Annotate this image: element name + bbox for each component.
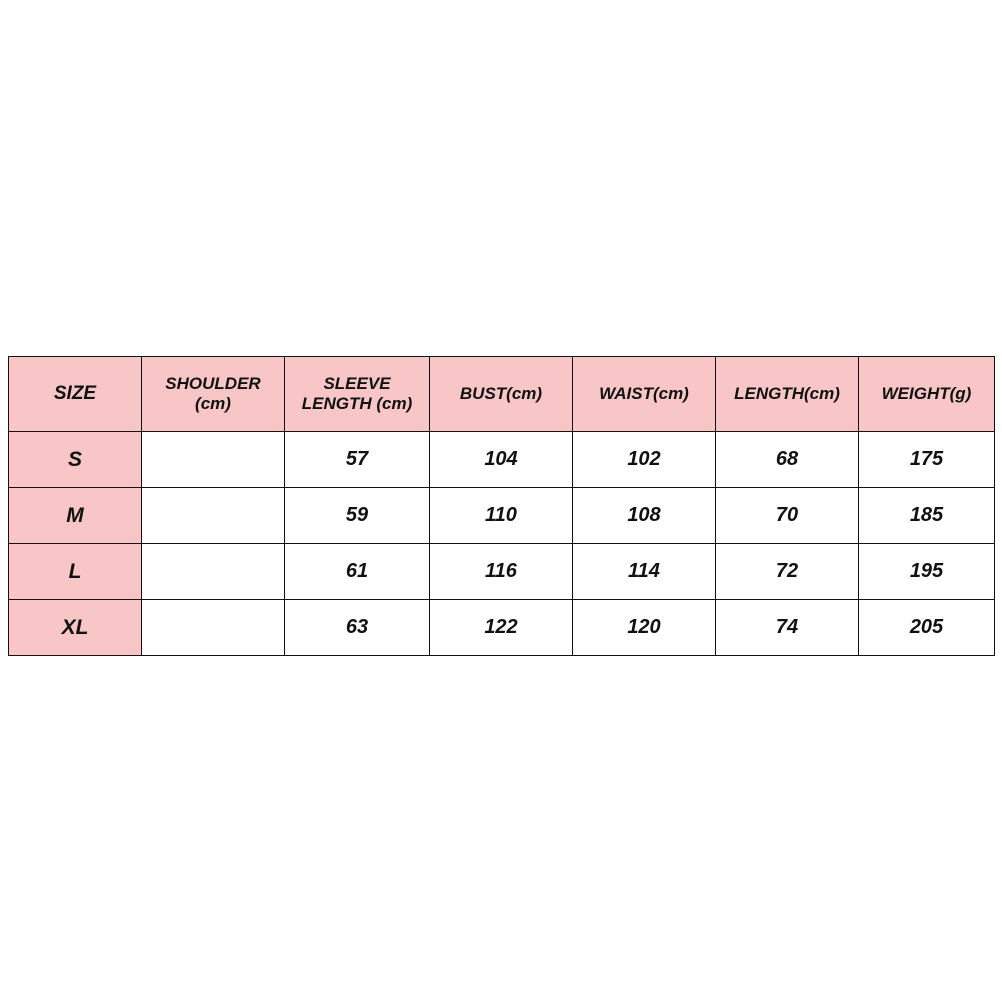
column-header-sleeve-line1: SLEEVE [323,374,391,394]
column-header-weight [859,357,995,432]
table-header [9,357,995,432]
cell-sleeve-length: 57 [285,432,430,488]
column-header-shoulder [142,357,285,432]
cell-bust: 104 [430,432,573,488]
column-header-length [716,357,859,432]
column-header-waist-line1: WAIST(cm) [599,384,689,404]
column-header-shoulder-line2: (cm) [195,394,231,413]
column-header-size-line1: SIZE [53,383,97,405]
table-row [9,432,995,488]
table-body [9,432,995,656]
column-header-weight-line1: WEIGHT(g) [881,384,972,404]
cell-size: XL [9,600,142,656]
column-header-sleeve-line2: LENGTH (cm) [301,394,413,413]
cell-length: 74 [716,600,859,656]
cell-bust: 110 [430,488,573,544]
cell-waist: 102 [573,432,716,488]
cell-length: 68 [716,432,859,488]
table-row [9,600,995,656]
cell-waist: 120 [573,600,716,656]
cell-length: 70 [716,488,859,544]
cell-waist: 108 [573,488,716,544]
column-header-bust-line1: BUST(cm) [459,384,543,404]
column-header-size [9,357,142,432]
table-row [9,488,995,544]
cell-shoulder [142,600,285,656]
cell-shoulder [142,488,285,544]
size-table-container [8,356,994,656]
cell-sleeve-length: 59 [285,488,430,544]
cell-shoulder [142,544,285,600]
cell-weight: 175 [859,432,995,488]
cell-bust: 122 [430,600,573,656]
header-row [9,357,995,432]
cell-size: M [9,488,142,544]
cell-waist: 114 [573,544,716,600]
cell-length: 72 [716,544,859,600]
column-header-bust [430,357,573,432]
cell-weight: 205 [859,600,995,656]
size-chart-table [8,356,995,656]
column-header-waist [573,357,716,432]
cell-size: L [9,544,142,600]
column-header-length-line1: LENGTH(cm) [734,384,840,404]
table-row [9,544,995,600]
cell-sleeve-length: 61 [285,544,430,600]
cell-size: S [9,432,142,488]
cell-bust: 116 [430,544,573,600]
cell-shoulder [142,432,285,488]
cell-sleeve-length: 63 [285,600,430,656]
column-header-sleeve-length [285,357,430,432]
cell-weight: 185 [859,488,995,544]
cell-weight: 195 [859,544,995,600]
column-header-shoulder-line1: SHOULDER [165,374,261,394]
